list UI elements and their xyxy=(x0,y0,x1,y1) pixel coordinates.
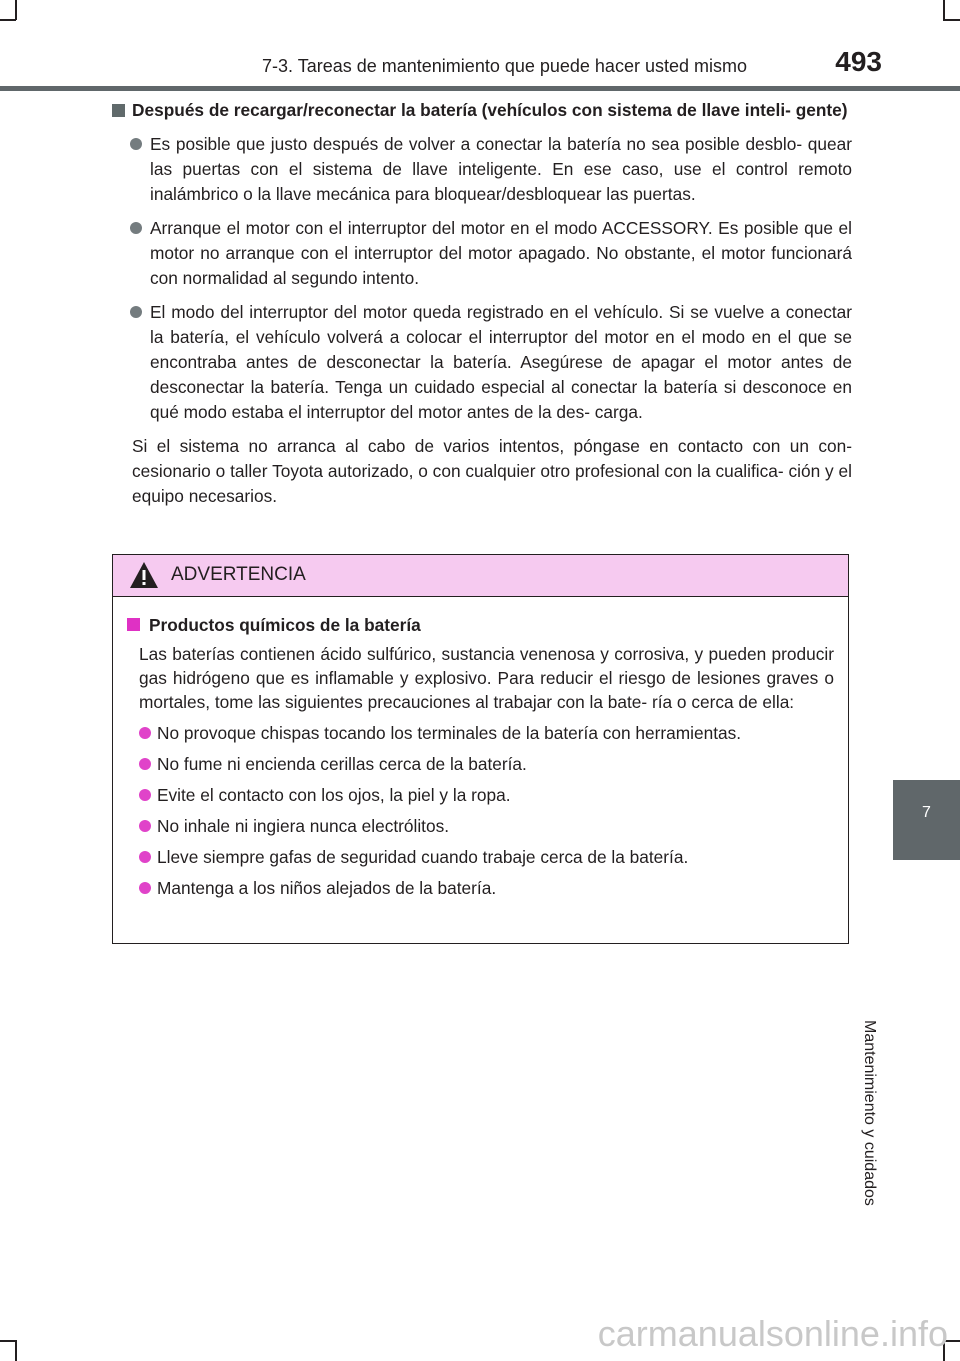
warning-triangle-icon xyxy=(129,561,159,594)
crop-mark xyxy=(0,1340,16,1342)
warning-header xyxy=(113,555,848,597)
warning-list-item xyxy=(127,814,834,838)
chapter-tab xyxy=(893,780,960,860)
warning-subheading-text: Productos químicos de la batería xyxy=(149,615,421,635)
circle-bullet-icon xyxy=(130,222,142,234)
warning-subheading xyxy=(127,613,834,637)
crop-mark xyxy=(15,1340,17,1361)
watermark: carmanualsonline.info xyxy=(597,1313,948,1354)
list-item xyxy=(112,132,852,207)
warning-list-item xyxy=(127,752,834,776)
warning-title: ADVERTENCIA xyxy=(171,564,306,585)
square-bullet-icon xyxy=(127,618,140,631)
warning-list-item-text: Evite el contacto con los ojos, la piel y la ropa. xyxy=(157,785,511,805)
section-heading-text: Después de recargar/reconectar la batería (vehículos con sistema de llave inteli- gente) xyxy=(132,100,848,120)
warning-box xyxy=(112,554,849,944)
list-item xyxy=(112,300,852,425)
warning-intro: Las baterías contienen ácido sulfúrico, sustancia venenosa y corrosiva, y pueden producir gas hidrógeno que es inflamable y explosivo. Para reducir el riesgo de lesiones graves o mortales, tome las siguientes precauciones al trabajar con la bate- ría o cerca de ella: xyxy=(139,644,834,712)
warning-list-item xyxy=(127,783,834,807)
circle-bullet-icon xyxy=(130,138,142,150)
warning-list-item-text: No fume ni encienda cerillas cerca de la batería. xyxy=(157,754,527,774)
warning-list-item-text: Mantenga a los niños alejados de la batería. xyxy=(157,878,497,898)
chapter-title-vertical: Mantenimiento y cuidados xyxy=(861,1020,878,1206)
list-item xyxy=(112,216,852,291)
crop-mark xyxy=(15,0,17,20)
circle-bullet-icon xyxy=(139,789,151,801)
section-heading xyxy=(112,98,852,123)
crop-mark xyxy=(0,19,16,21)
section-header-title: 7-3. Tareas de mantenimiento que puede hacer usted mismo xyxy=(262,56,747,76)
warning-body xyxy=(113,597,848,900)
circle-bullet-icon xyxy=(139,851,151,863)
crop-mark xyxy=(943,0,945,20)
page-number: 493 xyxy=(835,46,882,77)
header-rule xyxy=(0,86,960,91)
list-item-text: El modo del interruptor del motor queda registrado en el vehículo. Si se vuelve a conectar la batería, el vehículo volverá a colocar el interruptor del motor en el modo en el que se encontraba antes de desconectar la batería. Asegúrese de apagar el motor antes de desconectar la batería. Tenga un cuidado especial al conectar la batería si desconoce en qué modo estaba el interruptor del motor antes de la des- carga. xyxy=(150,302,852,422)
closing-paragraph: Si el sistema no arranca al cabo de varios intentos, póngase en contacto con un con- cesionario o taller Toyota autorizado, o con cualquier otro profesional con la cualifica- ción y el equipo necesarios. xyxy=(132,436,852,506)
main-content xyxy=(112,98,852,509)
circle-bullet-icon xyxy=(139,758,151,770)
warning-list-item xyxy=(127,876,834,900)
circle-bullet-icon xyxy=(139,820,151,832)
warning-list-item-text: Lleve siempre gafas de seguridad cuando trabaje cerca de la batería. xyxy=(157,847,689,867)
warning-list-item xyxy=(127,845,834,869)
warning-list-item-text: No inhale ni ingiera nunca electrólitos. xyxy=(157,816,450,836)
warning-list-item-text: No provoque chispas tocando los terminales de la batería con herramientas. xyxy=(157,723,742,743)
circle-bullet-icon xyxy=(139,727,151,739)
crop-mark xyxy=(943,19,960,21)
circle-bullet-icon xyxy=(139,882,151,894)
warning-list-item xyxy=(127,721,834,745)
list-item-text: Arranque el motor con el interruptor del motor en el modo ACCESSORY. Es posible que el motor no arranque con el interruptor del motor apagado. No obstante, el motor funcionará con normalidad al segundo intento. xyxy=(150,218,852,288)
chapter-number: 7 xyxy=(922,804,931,821)
list-item-text: Es posible que justo después de volver a conectar la batería no sea posible desblo- quear las puertas con el sistema de llave inteligente. En ese caso, use el control remoto inalámbrico o la llave mecánica para bloquear/desbloquear las puertas. xyxy=(150,134,852,204)
square-bullet-icon xyxy=(112,104,125,117)
circle-bullet-icon xyxy=(130,306,142,318)
